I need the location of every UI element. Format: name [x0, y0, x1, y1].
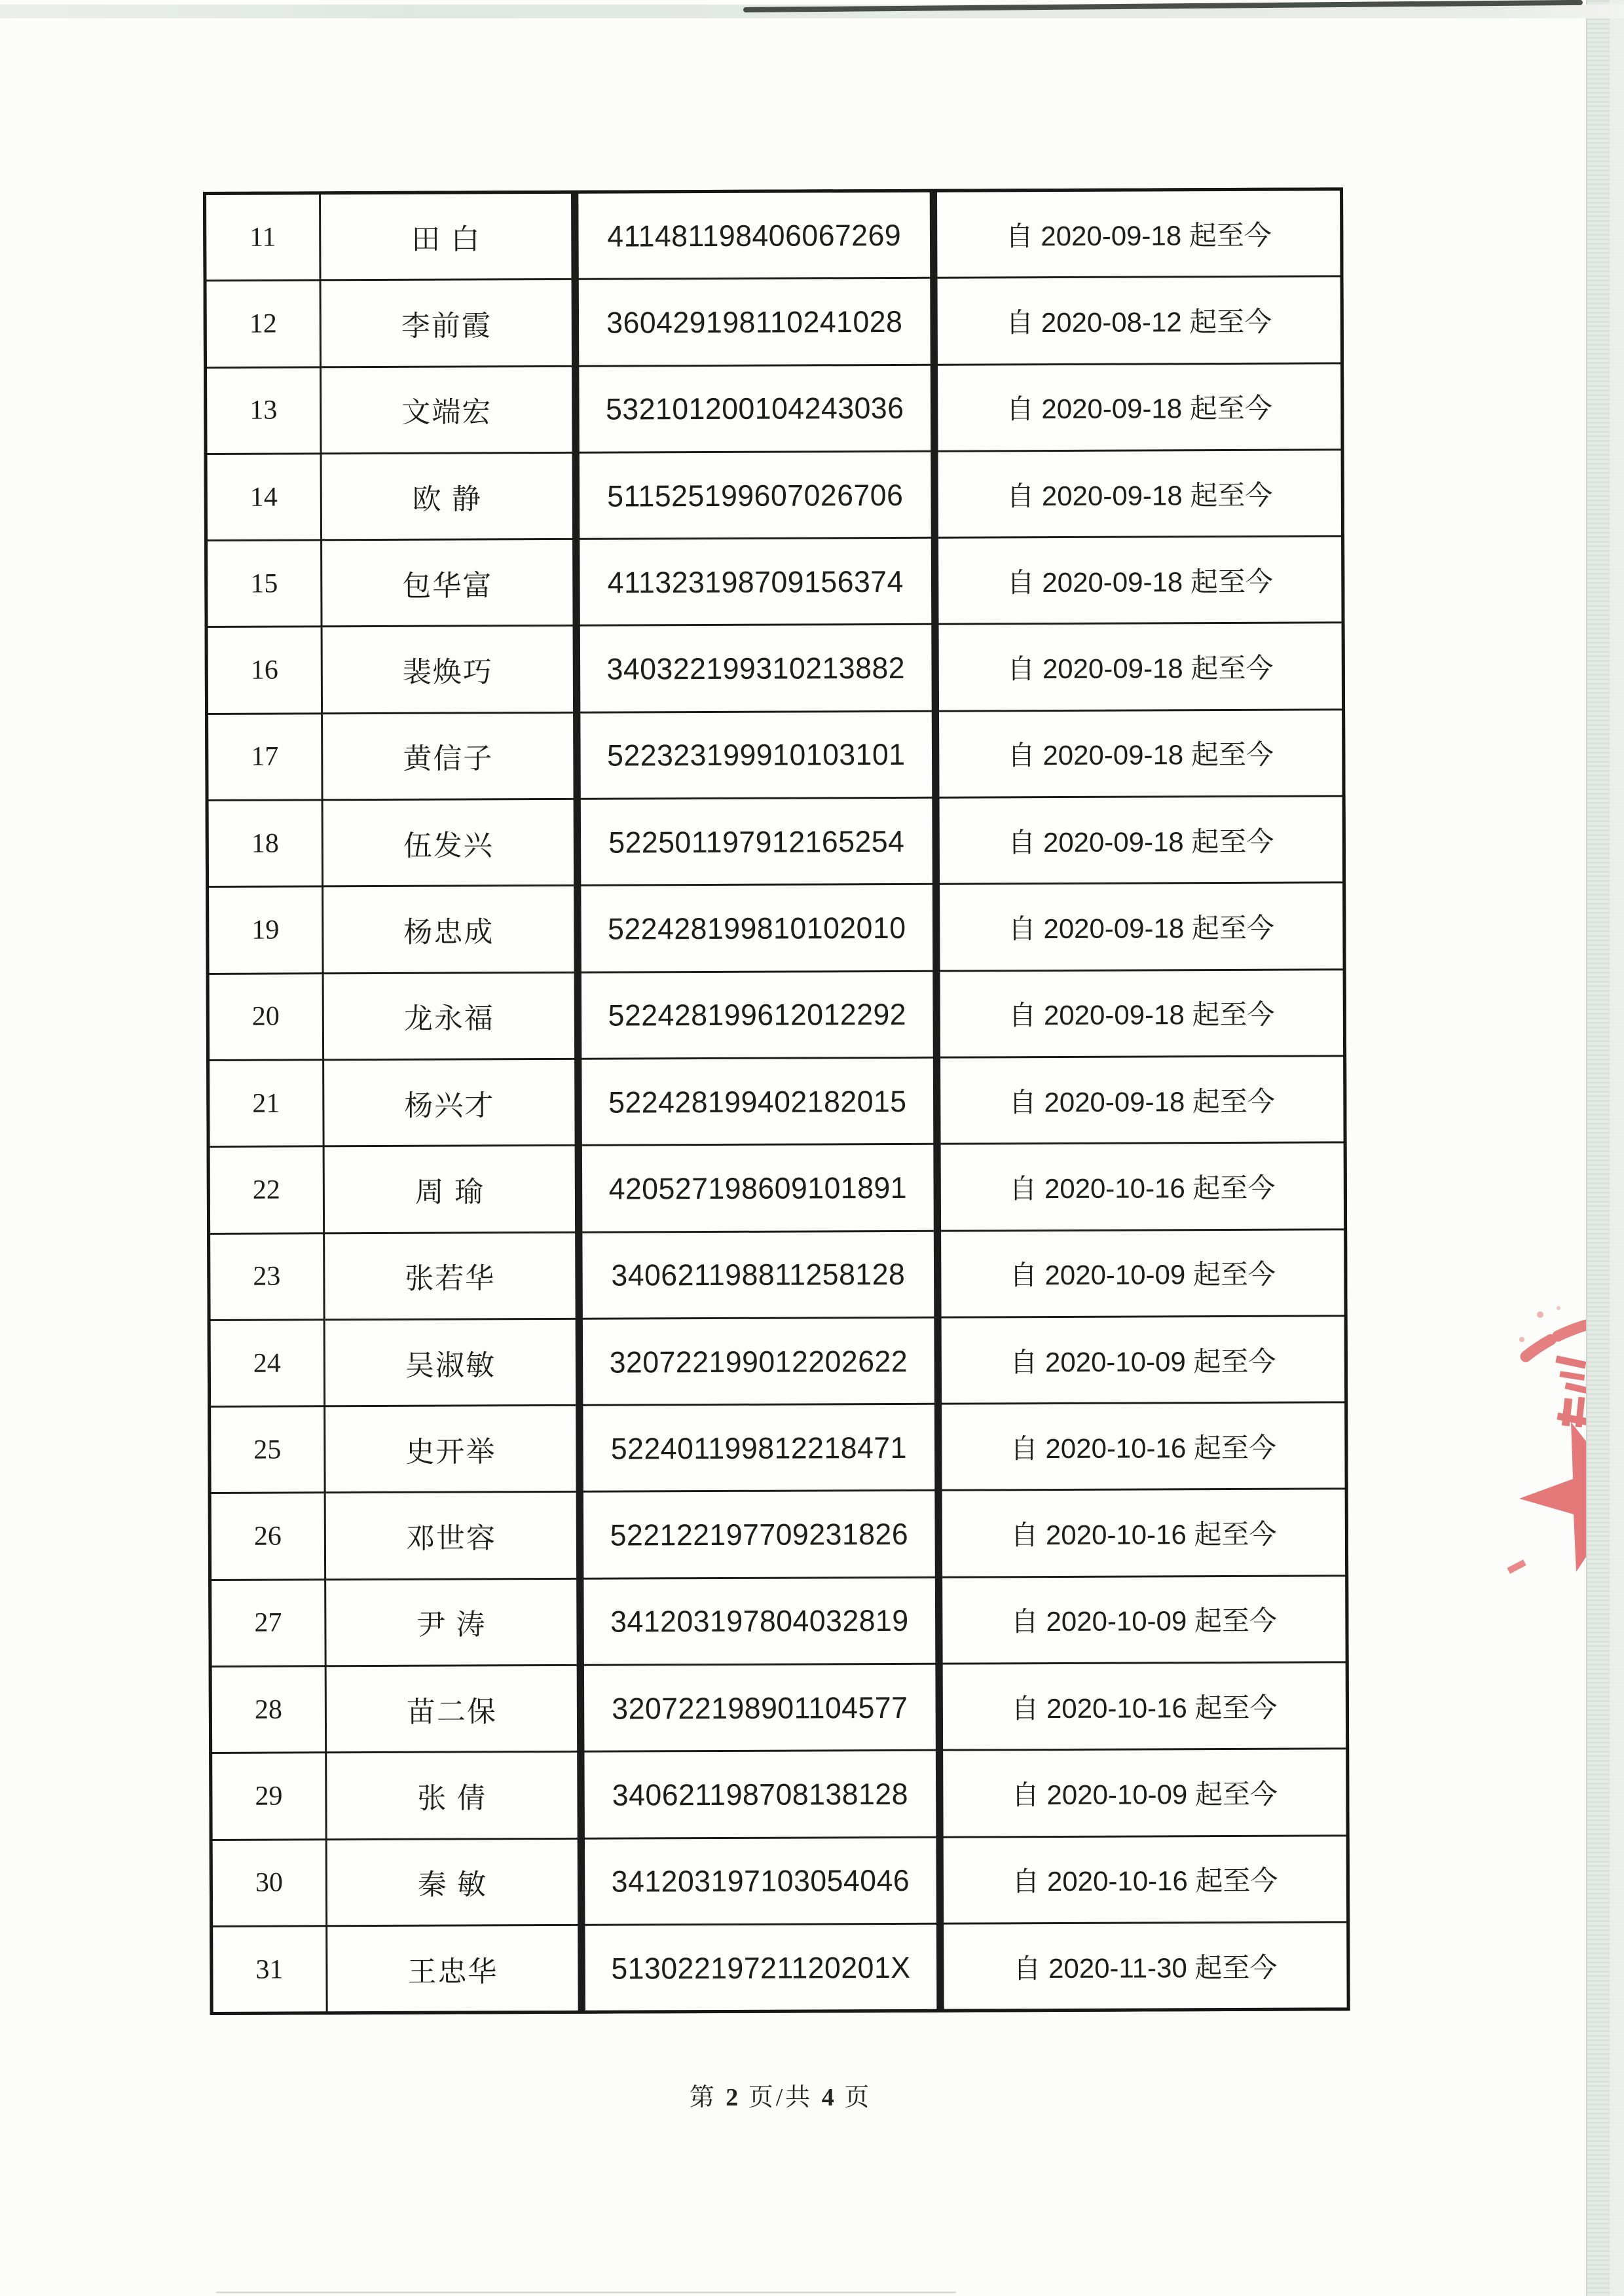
person-name: 杨兴才: [324, 1060, 574, 1146]
validity-period: 自 2020-10-09 起至今: [943, 1750, 1346, 1836]
row-index: 12: [207, 282, 320, 367]
person-name: 周 瑜: [325, 1146, 575, 1232]
paper-edge-band: [1586, 0, 1624, 2296]
validity-period: 自 2020-10-09 起至今: [942, 1576, 1345, 1663]
id-number: 532101200104243036: [579, 365, 931, 451]
row-index: 31: [213, 1927, 325, 2012]
id-number: 522428199612012292: [581, 972, 933, 1057]
id-number: 522428199402182015: [581, 1059, 933, 1144]
id-number: 360429198110241028: [579, 279, 931, 365]
validity-period: 自 2020-09-18 起至今: [938, 538, 1341, 624]
id-number: 51302219721120201X: [585, 1925, 936, 2011]
footer-middle: 页/共: [739, 2084, 822, 2111]
person-name: 张若华: [325, 1233, 575, 1319]
validity-period: 自 2020-09-18 起至今: [937, 191, 1340, 277]
row-index: 23: [210, 1234, 323, 1319]
personnel-roster-table: [203, 187, 1350, 2015]
row-index: 22: [210, 1148, 323, 1233]
validity-period: 自 2020-10-09 起至今: [942, 1317, 1344, 1403]
id-number: 511525199607026706: [580, 452, 931, 538]
person-name: 杨忠成: [323, 886, 574, 972]
person-name: 史开举: [325, 1406, 576, 1492]
validity-period: 自 2020-09-18 起至今: [939, 710, 1342, 797]
person-name: 张 倩: [327, 1753, 577, 1838]
id-number: 340621198811258128: [582, 1231, 934, 1317]
footer-suffix: 页: [835, 2084, 872, 2111]
bottom-scan-line: [216, 2291, 956, 2293]
row-index: 24: [211, 1321, 323, 1406]
validity-period: 自 2020-09-18 起至今: [940, 970, 1343, 1057]
id-number: 411481198406067269: [578, 192, 930, 278]
validity-period: 自 2020-10-16 起至今: [942, 1403, 1344, 1489]
id-number: 341203197804032819: [583, 1578, 935, 1664]
footer-prefix: 第: [689, 2084, 726, 2111]
row-index: 21: [210, 1061, 322, 1146]
validity-period: 自 2020-11-30 起至今: [944, 1923, 1346, 2009]
row-index: 25: [211, 1407, 323, 1492]
validity-period: 自 2020-09-18 起至今: [939, 624, 1342, 710]
row-index: 16: [208, 628, 321, 713]
person-name: 吴淑敏: [325, 1320, 576, 1406]
footer-total-pages: 4: [821, 2084, 836, 2111]
id-number: 341203197103054046: [585, 1838, 936, 1923]
row-index: 26: [212, 1494, 324, 1579]
seal-speckle: [1507, 1559, 1526, 1574]
person-name: 秦 敏: [327, 1839, 578, 1925]
id-number: 522323199910103101: [580, 712, 932, 798]
person-name: 龙永福: [324, 974, 574, 1059]
id-number: 522122197709231826: [583, 1491, 935, 1577]
person-name: 王忠华: [327, 1926, 578, 2012]
person-name: 苗二保: [327, 1666, 577, 1752]
validity-period: 自 2020-10-16 起至今: [942, 1490, 1345, 1576]
validity-period: 自 2020-09-18 起至今: [938, 450, 1341, 537]
person-name: 李前霞: [322, 280, 572, 366]
id-number: 522401199812218471: [583, 1405, 934, 1491]
person-name: 包华富: [322, 540, 572, 626]
person-name: 欧 静: [322, 454, 572, 539]
row-index: 20: [210, 974, 322, 1059]
id-number: 340322199310213882: [580, 625, 932, 711]
person-name: 尹 涛: [326, 1580, 576, 1666]
row-index: 15: [208, 541, 320, 627]
validity-period: 自 2020-10-16 起至今: [943, 1663, 1346, 1749]
id-number: 340621198708138128: [584, 1751, 936, 1837]
seal-speckle: [1537, 1311, 1543, 1318]
row-index: 14: [208, 454, 320, 539]
seal-speckle: [1519, 1337, 1524, 1342]
validity-period: 自 2020-09-18 起至今: [940, 884, 1342, 970]
row-index: 30: [213, 1840, 325, 1925]
person-name: 田 白: [321, 194, 571, 280]
validity-period: 自 2020-09-18 起至今: [940, 797, 1342, 883]
row-index: 13: [207, 368, 320, 453]
paper-edge-outer: [1610, 0, 1624, 2296]
person-name: 文端宏: [322, 367, 572, 452]
id-number: 522501197912165254: [581, 799, 932, 884]
row-index: 29: [212, 1754, 325, 1839]
row-index: 18: [209, 801, 322, 886]
validity-period: 自 2020-10-16 起至今: [941, 1144, 1344, 1230]
id-number: 420527198609101891: [582, 1145, 934, 1231]
person-name: 伍发兴: [323, 800, 574, 886]
person-name: 邓世容: [326, 1493, 576, 1578]
footer-page-number: 2: [726, 2084, 740, 2111]
page-footer: [0, 2077, 1593, 2113]
validity-period: 自 2020-09-18 起至今: [938, 364, 1340, 450]
id-number: 522428199810102010: [581, 885, 932, 971]
validity-period: 自 2020-10-09 起至今: [941, 1230, 1344, 1317]
person-name: 黄信子: [323, 714, 573, 799]
seal-speckle: [1557, 1306, 1560, 1310]
validity-period: 自 2020-10-16 起至今: [944, 1836, 1346, 1923]
row-index: 11: [206, 194, 319, 280]
validity-period: 自 2020-09-18 起至今: [940, 1057, 1343, 1143]
person-name: 裴焕巧: [323, 627, 573, 712]
row-index: 19: [209, 888, 322, 973]
id-number: 411323198709156374: [580, 539, 931, 625]
id-number: 320722198901104577: [584, 1665, 936, 1751]
row-index: 17: [208, 714, 321, 799]
row-index: 27: [212, 1580, 324, 1666]
id-number: 320722199012202622: [583, 1319, 934, 1404]
row-index: 28: [212, 1667, 325, 1752]
validity-period: 自 2020-08-12 起至今: [938, 278, 1340, 364]
